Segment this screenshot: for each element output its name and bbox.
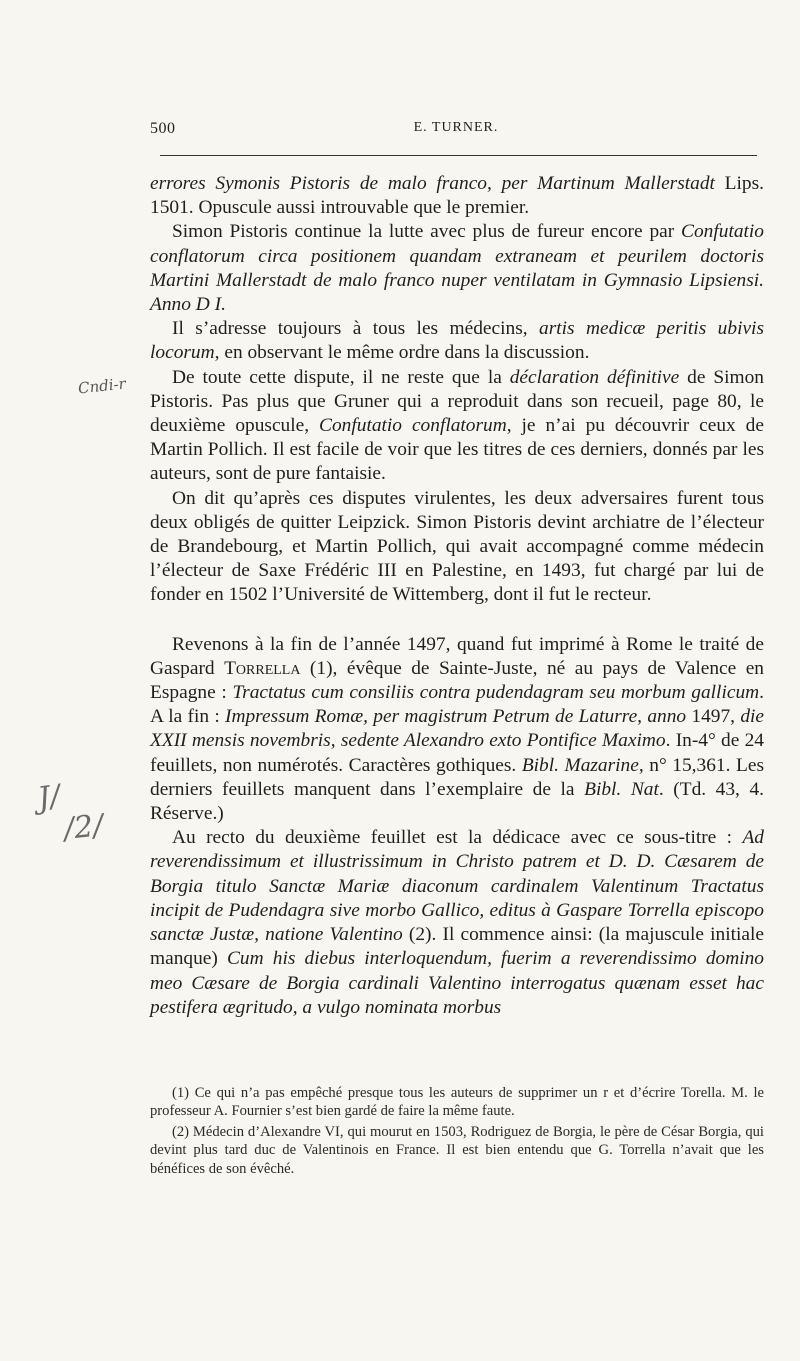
section-gap [150, 608, 764, 633]
latin-title: Tractatus cum consiliis contra pudendagram seu morbum gallicum [232, 682, 760, 704]
text-run: . A la fin : [150, 682, 764, 728]
page-number: 500 [150, 120, 176, 137]
latin-colophon: die XXII mensis novembris, sedente Alexandro exto Pontifice Maximo [150, 706, 765, 752]
footnotes [150, 1084, 764, 1180]
text-run: De toute cette dispute, il ne reste que la [172, 366, 510, 388]
latin-colophon: Impressum Romæ, per magistrum Petrum de Laturre, anno [225, 706, 687, 728]
text-run: On dit qu’après ces disputes virulentes, les deux adversaires furent tous deux obligés de quitter Leipzick. Simon Pistoris devint archiatre de l’électeur de Brandebourg, et Martin Pollich, qui avait accompagné comme médecin l’électeur de Saxe Frédéric III en Palestine, en 1493, fut chargé par lui de fonder en 1502 l’Université de Wittemberg, dont il fut le recteur. [150, 487, 764, 606]
main-text [150, 172, 764, 1020]
text-run: Lips. 1501. Opuscule aussi introuvable que le premier. [150, 173, 765, 219]
latin-title: errores Symonis Pistoris de malo franco, per Martinum Mallerstadt [150, 173, 715, 194]
running-head: E. TURNER. [413, 120, 499, 135]
text-run: , n° 15,361. Les derniers feuillets manquent dans l’exemplaire de la [150, 754, 764, 800]
margin-annotation: /2/ [62, 808, 106, 847]
page-header [150, 120, 762, 144]
text-run: Il s’adresse toujours à tous les médecins, [172, 318, 540, 340]
library-name: Bibl. Nat [584, 778, 659, 800]
text-run: , je n’ai pu découvrir ceux de Martin Pollich. Il est facile de voir que les titres de ces derniers, donnés par les auteurs, sont de pure fantaisie. [150, 415, 764, 485]
paragraph [150, 220, 764, 317]
paragraph [150, 172, 764, 220]
text-run: . (Td. 43, 4. Réserve.) [150, 778, 765, 825]
text-run: , en observant le même ordre dans la discussion. [214, 342, 590, 364]
text-run: (1), évêque de Sainte-Juste, né au pays de Valence en Espagne : [150, 657, 764, 704]
latin-dedication: Ad reverendissimum et illustrissimum in Christo patrem et D. D. Cæsarem de Borgia titulo Sanctæ Mariæ diaconum cardinalem Valentinum Tractatus incipit de Pudendagra sive morbo Gallico, editus à Gaspare Torrella episcopo sanctæ Justæ, natione Valentino [150, 827, 764, 946]
footnote-2: (2) Médecin d’Alexandre VI, qui mourut en 1503, Rodriguez de Borgia, le père de César Borgia, qui devint plus tard duc de Valentinois en France. Il est bien entendu que G. Torrella n’avait que les bénéfices de son évêché. [150, 1123, 764, 1177]
text-run: (2). Il commence ainsi: (la majuscule initiale manque) [150, 924, 764, 970]
emphasis: déclaration définitive [509, 366, 680, 388]
text-run: . In-4° de 24 feuillets, non numérotés. Caractères gothiques. [150, 730, 764, 776]
latin-title: Confutatio conflatorum circa positionem quandam extraneam et peurilem doctoris Martini Mallerstadt de malo franco nuper ventilatam in Gymnasio Lipsiensi. Anno D I. [150, 221, 764, 316]
text-run: Simon Pistoris continue la lutte avec plus de fureur encore par [172, 221, 682, 243]
margin-annotation: Cndi-r [77, 374, 127, 398]
latin-title: Confutatio conflatorum [319, 415, 507, 437]
margin-annotation: J/ [35, 778, 63, 817]
latin-phrase: artis medicæ peritis ubivis locorum [150, 318, 764, 364]
paragraph [150, 826, 764, 1020]
latin-quote: Cum his diebus interloquendum, fuerim a reverendissimo domino meo Cæsare de Borgia cardinali Valentino interrogatus quænam esset hac pestifera ægritudo, a vulgo nominata morbus [150, 948, 764, 1018]
paragraph [150, 633, 764, 827]
paragraph [150, 317, 764, 365]
author-name: Torrella [224, 657, 301, 679]
text-run: Au recto du deuxième feuillet est la dédicace avec ce sous-titre : [172, 827, 743, 849]
text-run: 1497, [686, 706, 741, 728]
paragraph [150, 366, 764, 487]
paragraph [150, 487, 764, 608]
text-run: de Simon Pistoris. Pas plus que Gruner qui a reproduit dans son recueil, page 80, le deuxième opuscule, [150, 366, 764, 437]
header-rule [160, 155, 757, 156]
footnote-1: (1) Ce qui n’a pas empêché presque tous les auteurs de supprimer un r et d’écrire Torella. M. le professeur A. Fournier s’est bien gardé de faire la même faute. [150, 1085, 764, 1120]
library-name: Bibl. Mazarine [521, 754, 639, 776]
text-run: Revenons à la fin de l’année 1497, quand fut imprimé à Rome le traité de Gaspard [150, 633, 764, 679]
